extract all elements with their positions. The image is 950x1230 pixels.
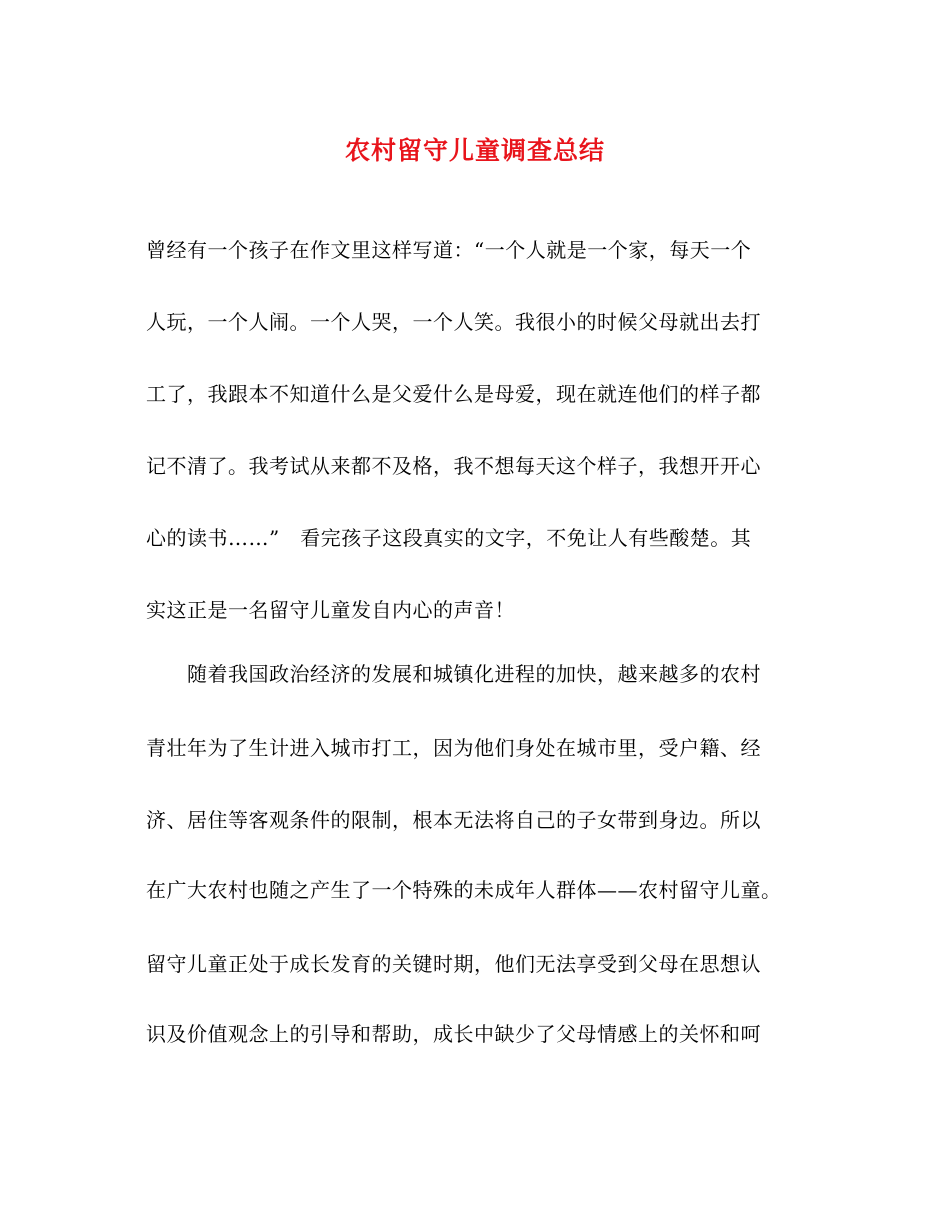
body-line-4: 记不清了。我考试从来都不及格，我不想每天这个样子，我想开开心 <box>146 454 761 478</box>
body-line-7: 随着我国政治经济的发展和城镇化进程的加快，越来越多的农村 <box>146 662 761 686</box>
body-line-11: 留守儿童正处于成长发育的关键时期，他们无法享受到父母在思想认 <box>146 952 761 976</box>
body-line-5: 心的读书……” 看完孩子这段真实的文字，不免让人有些酸楚。其 <box>146 526 752 550</box>
body-line-8: 青壮年为了生计进入城市打工，因为他们身处在城市里，受户籍、经 <box>146 736 761 760</box>
body-line-9: 济、居住等客观条件的限制，根本无法将自己的子女带到身边。所以 <box>146 808 761 832</box>
document-title: 农村留守儿童调查总结 <box>344 136 605 165</box>
body-line-6: 实这正是一名留守儿童发自内心的声音！ <box>146 598 515 622</box>
body-line-2: 人玩，一个人闹。一个人哭，一个人笑。我很小的时候父母就出去打 <box>146 310 761 334</box>
body-line-3: 工了，我跟本不知道什么是父爱什么是母爱，现在就连他们的样子都 <box>146 382 761 406</box>
body-line-12: 识及价值观念上的引导和帮助，成长中缺少了父母情感上的关怀和呵 <box>146 1022 761 1046</box>
body-line-10: 在广大农村也随之产生了一个特殊的未成年人群体——农村留守儿童。 <box>146 878 782 902</box>
body-line-1: 曾经有一个孩子在作文里这样写道：“一个人就是一个家，每天一个 <box>146 238 752 262</box>
